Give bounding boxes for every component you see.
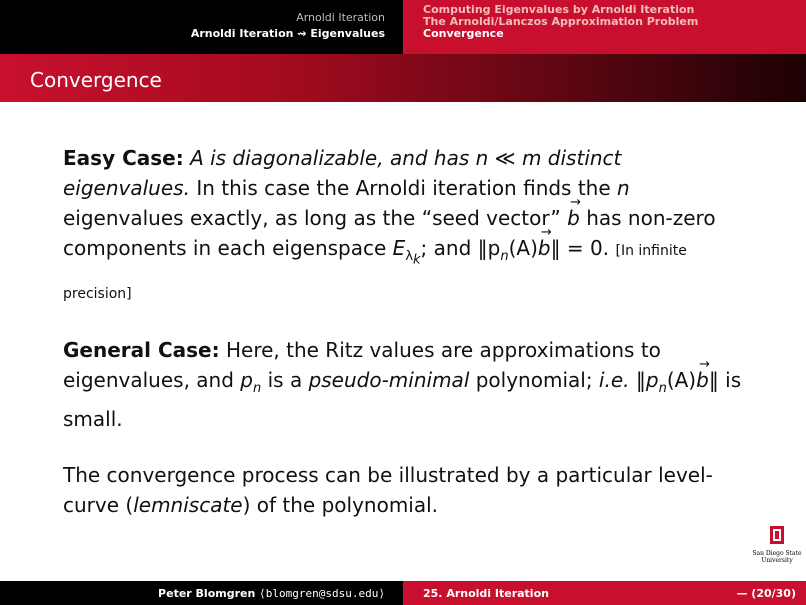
easy-case-paragraph: Easy Case: A is diagonalizable, and has n ≪ m distinct eigenvalues. In this case the Arnoldi iteration finds the n eigenvalues exactly, as long as the “seed vector” → b has non-zero components in each eigenspace $E_{\lambda_k}$; and $‖p_n(A)\to$ b‖ = 0. [In infinite precision] xyxy=(63,143,743,309)
section-link[interactable]: Arnoldi Iteration xyxy=(296,11,385,24)
footer-bar xyxy=(0,581,806,605)
subsection-link[interactable]: Arnoldi Iteration ⇝ Eigenvalues xyxy=(190,27,385,40)
seed-vector-b: → b xyxy=(567,203,580,233)
easy-case-assumption: A is diagonalizable, and has n ≪ m distinct eigenvalues. xyxy=(63,146,622,200)
general-case-paragraph: General Case: Here, the Ritz values are approximations to eigenvalues, and $p_n$ is a pseudo-minimal polynomial; i.e. $‖p_n(A)\to$ b‖ is small. xyxy=(63,335,743,434)
sdsu-logo xyxy=(748,524,806,566)
footer-author xyxy=(0,581,403,605)
section-navigation xyxy=(0,0,403,54)
logo-line-2: University xyxy=(761,557,793,564)
lecture-title: 25. Arnoldi Iteration xyxy=(423,587,549,600)
nav-item-approximation-problem[interactable]: The Arnoldi/Lanczos Approximation Problem xyxy=(423,15,699,28)
top-navigation-bar xyxy=(0,0,806,54)
general-case-label: General Case: xyxy=(63,337,220,362)
author-email: ⟨blomgren@sdsu.edu⟩ xyxy=(259,587,385,600)
author-name: Peter Blomgren xyxy=(158,587,256,600)
convergence-paragraph: The convergence process can be illustrated by a particular level-curve (lemniscate) of the polynomial. xyxy=(63,462,713,517)
nav-item-computing-eigenvalues[interactable]: Computing Eigenvalues by Arnoldi Iteration xyxy=(423,3,695,16)
page-number: — (20/30) xyxy=(736,587,796,600)
slide-body xyxy=(63,143,743,546)
subsection-navigation xyxy=(403,0,806,54)
easy-case-label: Easy Case: xyxy=(63,146,184,170)
nav-item-convergence[interactable]: Convergence xyxy=(423,27,504,40)
footer-lecture xyxy=(403,581,806,605)
slide-title: Convergence xyxy=(30,68,162,92)
frame-title-bar xyxy=(0,54,806,102)
logo-line-1: San Diego State xyxy=(752,550,802,557)
sdsu-emblem-icon xyxy=(748,524,806,566)
precision-note: [In infinite precision] xyxy=(63,243,687,302)
